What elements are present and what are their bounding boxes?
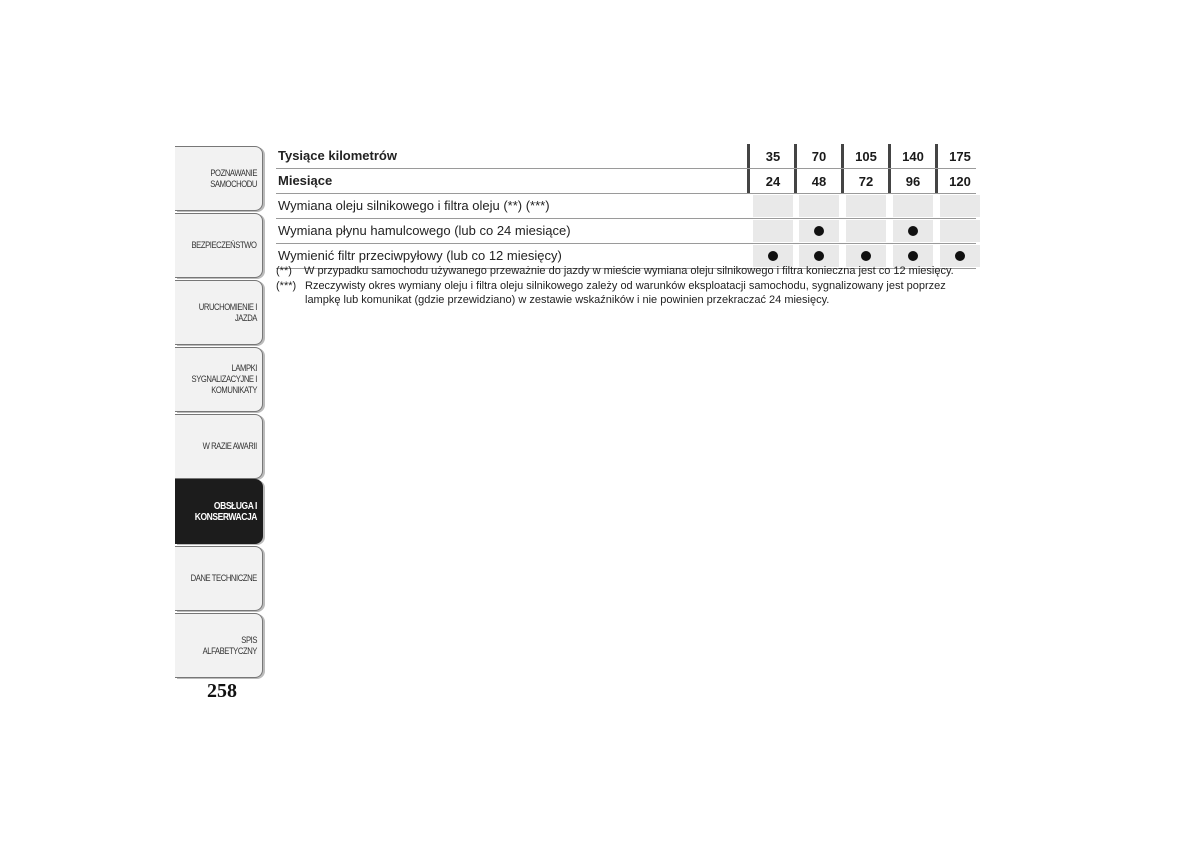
column-divider — [888, 144, 891, 168]
row-label: Wymiana oleju silnikowego i filtra oleju (**) (***) — [278, 198, 550, 213]
table-cell: 120 — [949, 173, 971, 189]
check-dot-icon — [861, 251, 871, 261]
column-divider — [888, 169, 891, 193]
footnote — [276, 279, 966, 307]
table-cell: 70 — [811, 148, 827, 164]
table-cell: 24 — [765, 173, 781, 189]
row-label: Wymienić filtr przeciwpyłowy (lub co 12 miesięcy) — [278, 248, 562, 263]
column-divider — [841, 144, 844, 168]
table-row — [276, 218, 976, 243]
row-label: Tysiące kilometrów — [278, 148, 397, 163]
tab-w-razie-awarii[interactable] — [175, 414, 263, 479]
table-cell: 105 — [855, 148, 877, 164]
tab-lampki-sygnalizacyjne[interactable] — [175, 347, 263, 412]
header-row-months — [276, 168, 976, 193]
tab-label: DANE TECHNICZNE — [190, 573, 257, 583]
mark-cell — [893, 220, 933, 242]
tab-label: SPIS ALFABETYCZNY — [202, 634, 257, 656]
mark-cell — [846, 195, 886, 217]
row-label: Miesiące — [278, 173, 333, 188]
mark-cell — [753, 195, 793, 217]
table-cell: 140 — [902, 148, 924, 164]
tab-label: POZNAWANIE SAMOCHODU — [210, 167, 257, 189]
mark-cell — [799, 195, 839, 217]
column-divider — [794, 169, 797, 193]
tab-label: OBSŁUGA I KONSERWACJA — [194, 500, 257, 523]
column-divider — [935, 169, 938, 193]
tab-label: URUCHOMIENIE I JAZDA — [198, 301, 257, 323]
check-dot-icon — [955, 251, 965, 261]
header-row-km — [276, 144, 976, 168]
table-cell: 72 — [858, 173, 874, 189]
tab-obsluga-i-konserwacja[interactable] — [175, 479, 263, 544]
column-divider — [935, 144, 938, 168]
table-cell: 175 — [949, 148, 971, 164]
mark-cell — [940, 195, 980, 217]
check-dot-icon — [768, 251, 778, 261]
tab-label: BEZPIECZEŃSTWO — [191, 240, 257, 250]
footnote-marker: (**) — [276, 265, 292, 277]
table-cell: 96 — [905, 173, 921, 189]
footnotes — [276, 264, 966, 308]
tab-spis-alfabetyczny[interactable] — [175, 613, 263, 678]
tab-dane-techniczne[interactable] — [175, 546, 263, 611]
footnote-marker: (***) — [276, 280, 297, 292]
tab-label: W RAZIE AWARII — [202, 441, 257, 451]
tab-uruchomienie-i-jazda[interactable] — [175, 280, 263, 345]
column-divider — [747, 144, 750, 168]
check-dot-icon — [908, 251, 918, 261]
footnote-text: Rzeczywisty okres wymiany oleju i filtra oleju silnikowego zależy od warunków eksploatacji samochodu, sygnalizowany jest poprzez lampkę lub komunikat (gdzie przewidziano) w zestawie wskaźników i nie powinien przekraczać 24 miesięcy. — [305, 280, 946, 306]
footnote — [276, 264, 966, 278]
column-divider — [794, 144, 797, 168]
check-dot-icon — [814, 226, 824, 236]
check-dot-icon — [814, 251, 824, 261]
column-divider — [747, 169, 750, 193]
page-number: 258 — [207, 680, 237, 702]
tab-poznawanie-samochodu[interactable] — [175, 146, 263, 211]
mark-cell — [846, 220, 886, 242]
table-row — [276, 193, 976, 218]
table-cell: 48 — [811, 173, 827, 189]
mark-cell — [799, 220, 839, 242]
mark-cell — [753, 220, 793, 242]
row-label: Wymiana płynu hamulcowego (lub co 24 miesiące) — [278, 223, 571, 238]
column-divider — [841, 169, 844, 193]
table-cell: 35 — [765, 148, 781, 164]
check-dot-icon — [908, 226, 918, 236]
tab-bezpieczenstwo[interactable] — [175, 213, 263, 278]
mark-cell — [940, 220, 980, 242]
tab-label: LAMPKI SYGNALIZACYJNE I KOMUNIKATY — [191, 363, 257, 395]
mark-cell — [893, 195, 933, 217]
footnote-text: W przypadku samochodu używanego przeważnie do jazdy w mieście wymiana oleju silnikowego i filtra konieczna jest co 12 miesięcy. — [304, 265, 954, 277]
maintenance-table — [276, 144, 976, 269]
